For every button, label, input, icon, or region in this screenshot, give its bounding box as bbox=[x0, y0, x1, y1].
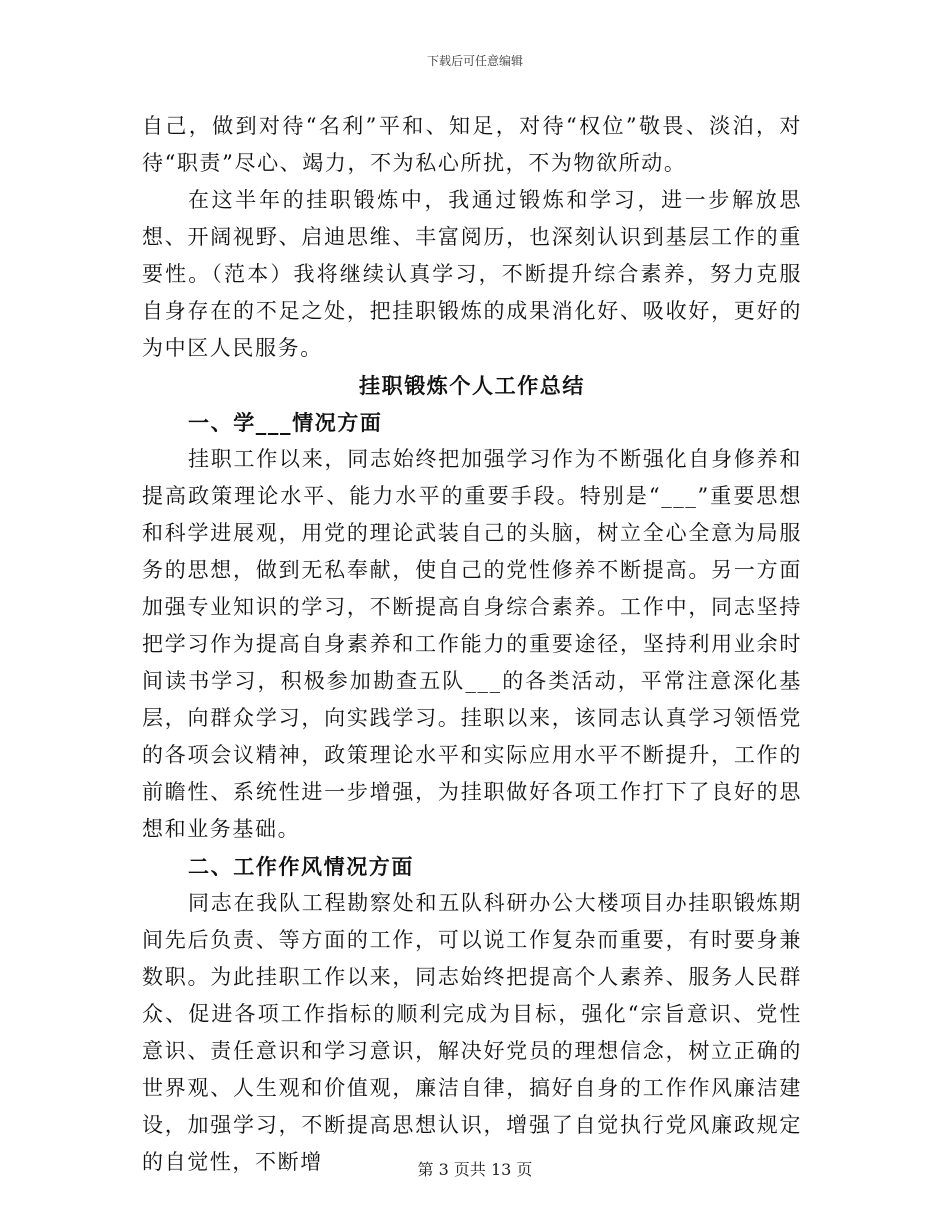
paragraph-study: 挂职工作以来，同志始终把加强学习作为不断强化自身修养和提高政策理论水平、能力水平的重要手段。特别是“___”重要思想和科学进展观，用党的理论武装自己的头脑，树立全心全意为局服务的思想，做到无私奉献，使自己的党性修养不断提高。另一方面加强专业知识的学习，不断提高自身综合素养。工作中，同志坚持把学习作为提高自身素养和工作能力的重要途径，坚持利用业余时间读书学习，积极参加勘查五队___的各类活动，平常注意深化基层，向群众学习，向实践学习。挂职以来，该同志认真学习领悟党的各项会议精神，政策理论水平和实际应用水平不断提升，工作的前瞻性、系统性进一步增强，为挂职做好各项工作打下了良好的思想和业务基础。 bbox=[142, 447, 802, 841]
paragraph-summary: 在这半年的挂职锻炼中，我通过锻炼和学习，进一步解放思想、开阔视野、启迪思维、丰富阅历，也深刻认识到基层工作的重要性。（范本）我将继续认真学习，不断提升综合素养，努力克服自身存在的不足之处，把挂职锻炼的成果消化好、吸收好，更好的为中区人民服务。 bbox=[142, 188, 802, 360]
paragraph-work-style: 同志在我队工程勘察处和五队科研办公大楼项目办挂职锻炼期间先后负责、等方面的工作，可以说工作复杂而重要，有时要身兼数职。为此挂职工作以来，同志始终把提高个人素养、服务人民群众、促进各项工作指标的顺利完成为目标，强化“宗旨意识、党性意识、责任意识和学习意识，解决好党员的理想信念，树立正确的世界观、人生观和价值观，廉洁自律，搞好自身的工作作风廉洁建设，加强学习，不断提高思想认识，增强了自觉执行党风廉政规定的自觉性，不断增 bbox=[142, 891, 802, 1174]
document-body bbox=[142, 108, 802, 1181]
section-heading-work-style: 二、工作作风情况方面 bbox=[188, 854, 414, 879]
document-title: 挂职锻炼个人工作总结 bbox=[359, 373, 585, 398]
header-note: 下载后可任意编辑 bbox=[426, 54, 523, 68]
page-indicator: 第 3 页共 13 页 bbox=[417, 1160, 533, 1179]
paragraph-continuation: 自己，做到对待“名利”平和、知足，对待“权位”敬畏、淡泊，对待“职责”尽心、竭力，不为私心所扰，不为物欲所动。 bbox=[142, 114, 802, 175]
section-heading-study: 一、学___情况方面 bbox=[188, 410, 383, 435]
